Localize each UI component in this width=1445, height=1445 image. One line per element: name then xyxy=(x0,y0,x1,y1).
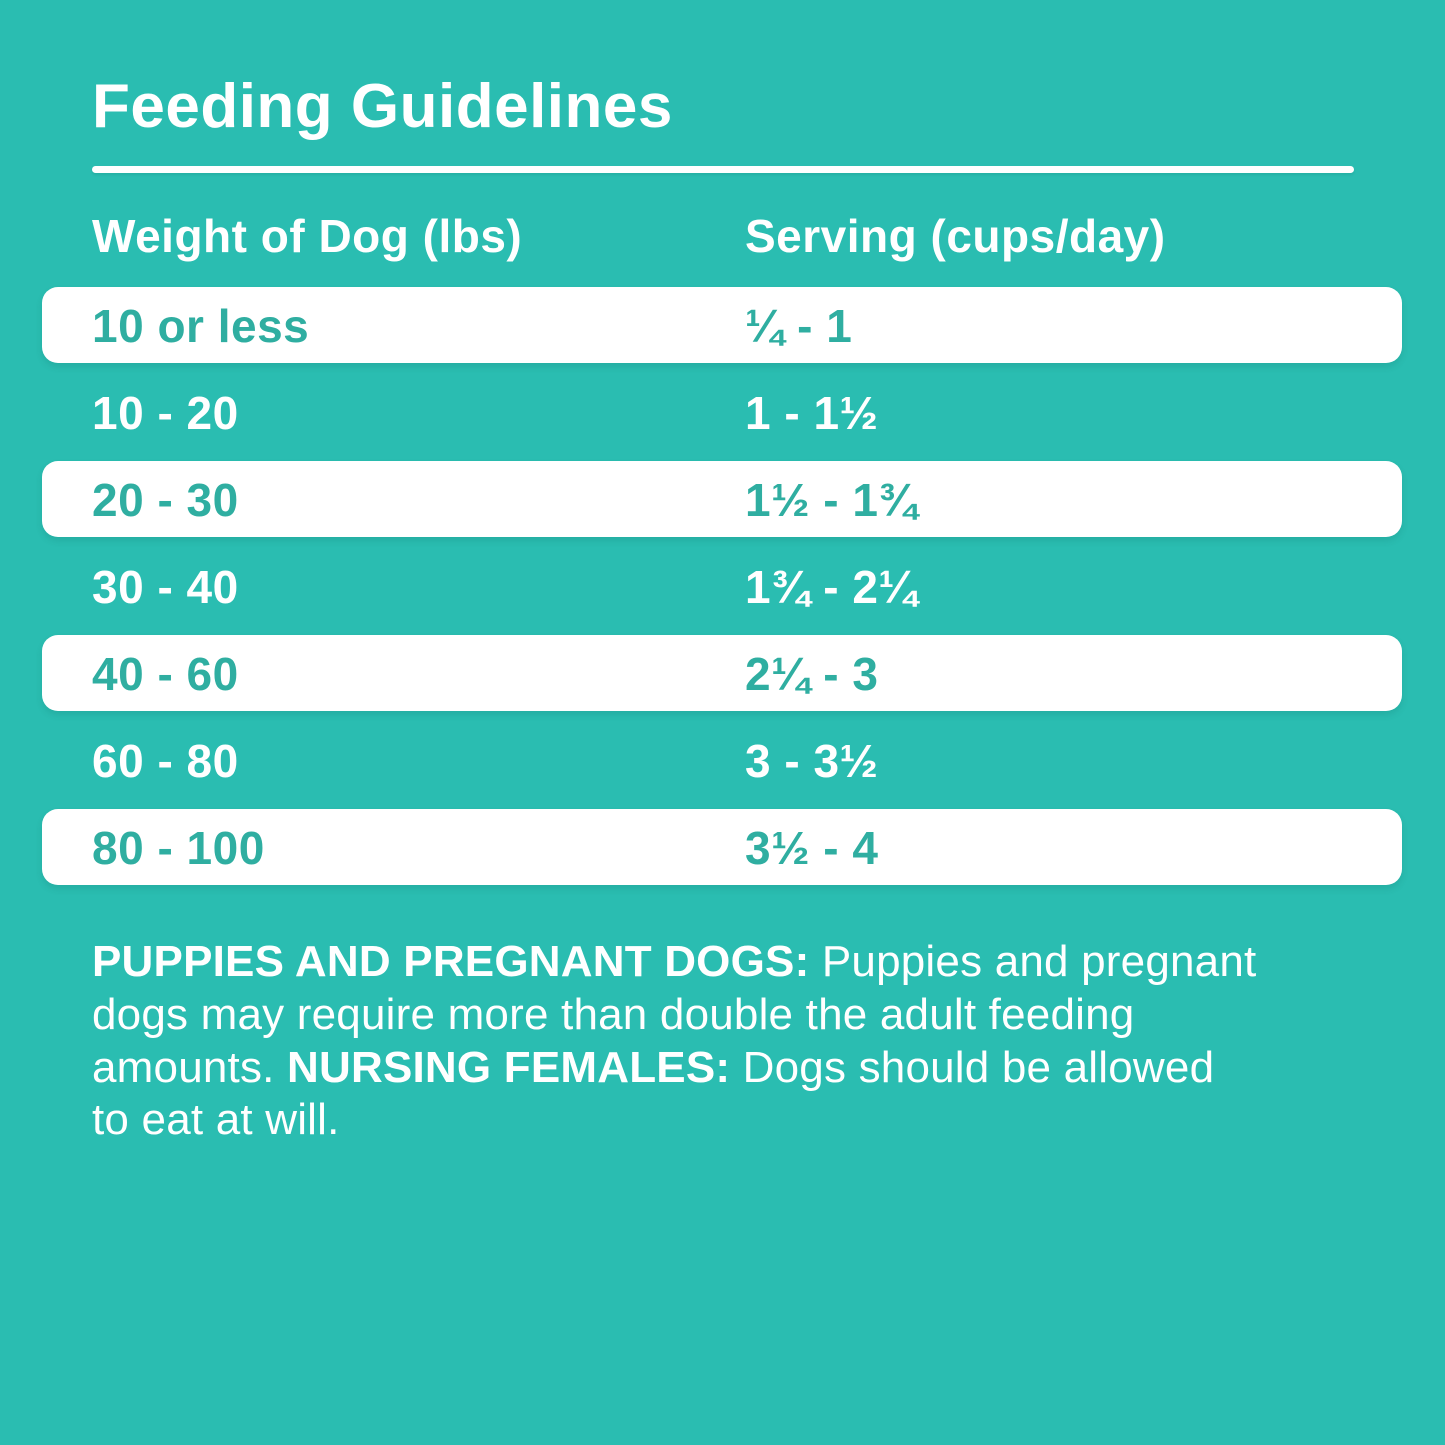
notes-text-segment: Dogs should be allowed xyxy=(730,1042,1215,1092)
weight-cell: 80 - 100 xyxy=(92,821,265,874)
serving-cell: 2¼ - 3 xyxy=(745,647,879,700)
weight-cell: 30 - 40 xyxy=(92,560,239,613)
notes-bold-segment: PUPPIES AND PREGNANT DOGS: xyxy=(92,937,810,986)
weight-cell: 20 - 30 xyxy=(92,473,239,526)
row-pill-background xyxy=(42,461,1402,537)
serving-cell: 3½ - 4 xyxy=(745,821,879,874)
notes-line xyxy=(92,989,1372,1042)
notes-bold-segment: NURSING FEMALES: xyxy=(287,1042,731,1092)
column-header-weight: Weight of Dog (lbs) xyxy=(92,210,523,262)
serving-cell: 1¾ - 2¼ xyxy=(745,560,918,613)
table-row xyxy=(0,369,1445,456)
feeding-table xyxy=(0,282,1445,891)
serving-cell: 3 - 3½ xyxy=(745,734,879,787)
serving-cell: 1½ - 1¾ xyxy=(745,473,918,526)
notes-line xyxy=(92,1094,1372,1147)
weight-cell: 10 - 20 xyxy=(92,386,239,439)
table-row xyxy=(0,630,1445,717)
table-header xyxy=(0,210,1445,262)
table-row xyxy=(0,717,1445,804)
table-row xyxy=(0,804,1445,891)
title-divider xyxy=(92,166,1354,173)
weight-cell: 40 - 60 xyxy=(92,647,239,700)
table-row xyxy=(0,282,1445,369)
feeding-notes xyxy=(92,936,1372,1147)
weight-cell: 10 or less xyxy=(92,299,310,352)
table-row xyxy=(0,543,1445,630)
serving-cell: 1 - 1½ xyxy=(745,386,879,439)
row-pill-background xyxy=(42,635,1402,711)
notes-line xyxy=(92,936,1372,989)
notes-text-segment: to eat at will. xyxy=(92,1095,340,1145)
notes-text-segment: Puppies and pregnant xyxy=(809,937,1257,986)
column-header-serving: Serving (cups/day) xyxy=(745,210,1166,262)
notes-text-segment: dogs may require more than double the adult feeding xyxy=(92,989,1135,1039)
notes-line xyxy=(92,1042,1372,1095)
weight-cell: 60 - 80 xyxy=(92,734,239,787)
table-row xyxy=(0,456,1445,543)
notes-text-segment: amounts. xyxy=(92,1042,288,1092)
serving-cell: ¼ - 1 xyxy=(745,299,853,352)
page-title: Feeding Guidelines xyxy=(92,72,673,141)
